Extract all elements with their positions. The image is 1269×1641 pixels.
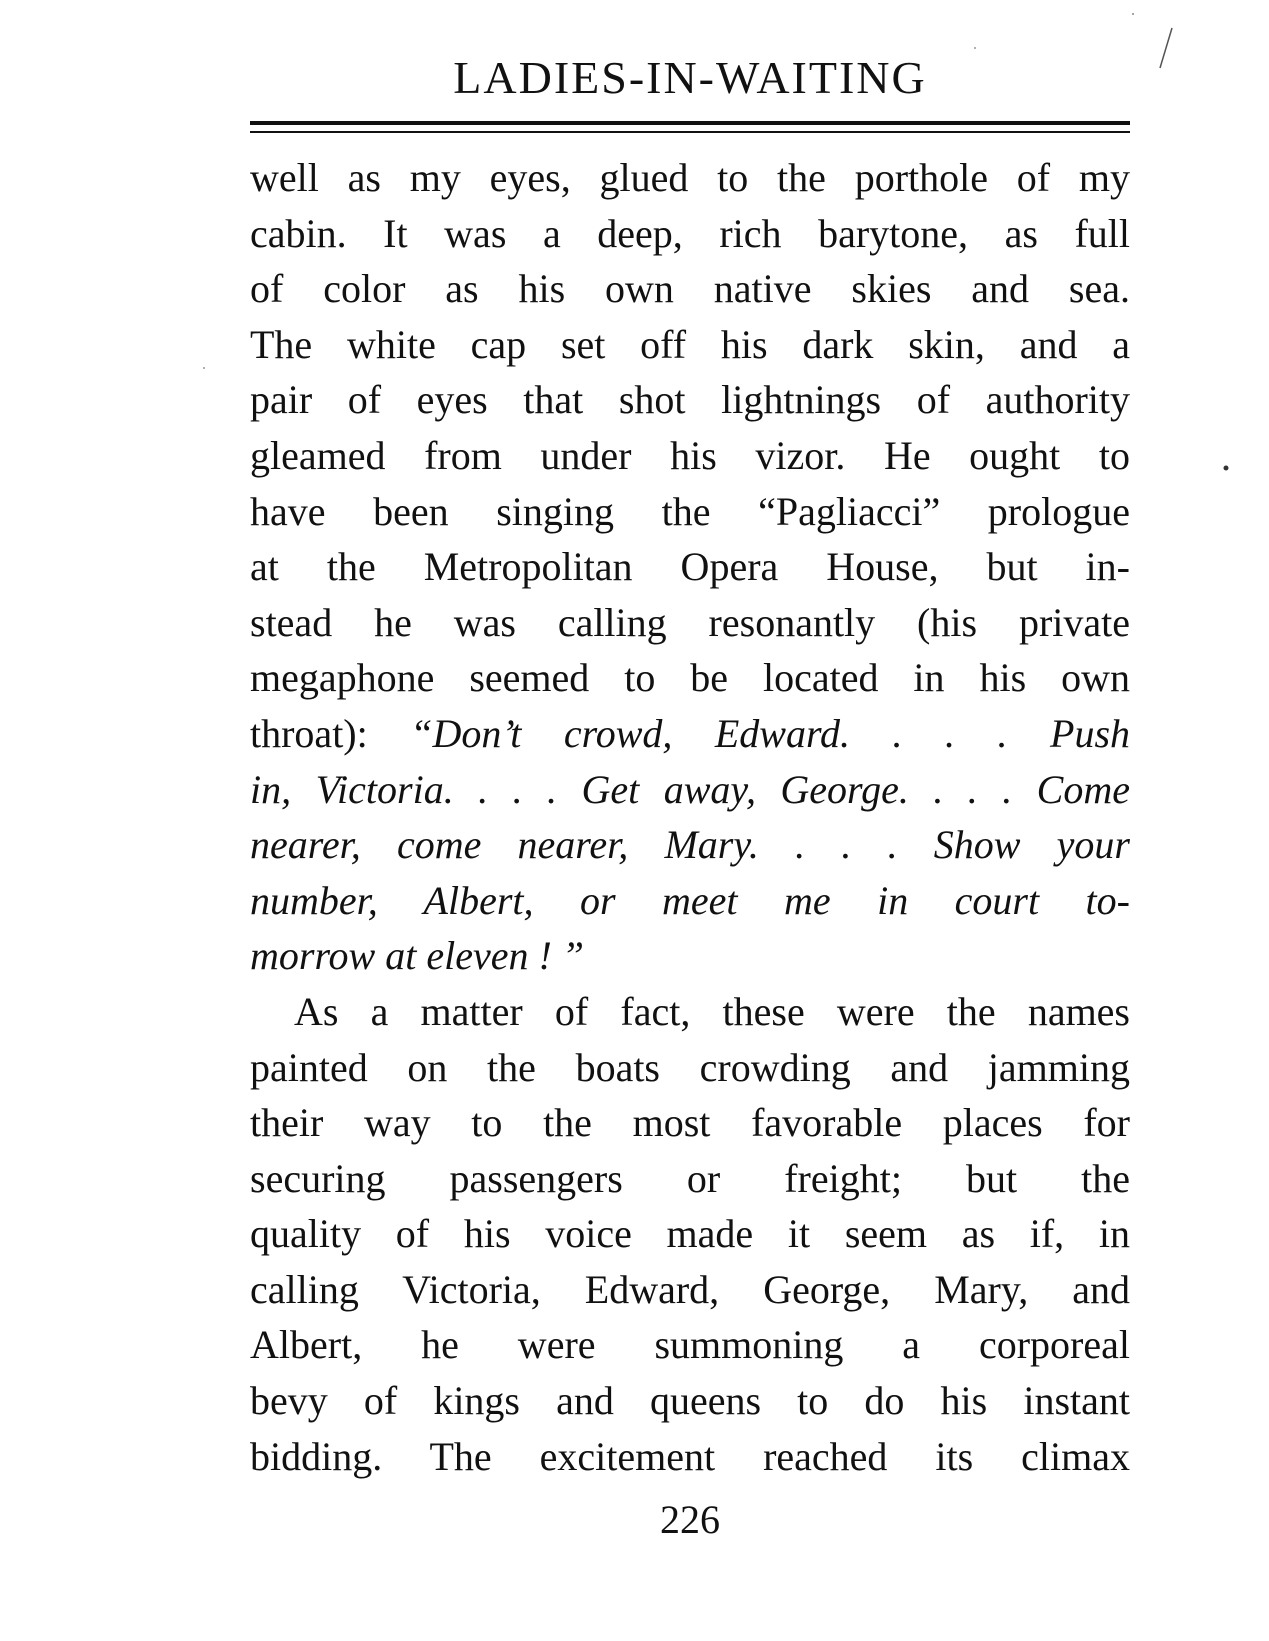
text-line-italic: in, Victoria. . . . Get away, George. . . . Come — [250, 766, 1130, 812]
page-number: 226 — [660, 1497, 720, 1542]
text-line: quality of his voice made it seem as if, in — [250, 1211, 1130, 1257]
text-line: painted on the boats crowding and jamming — [250, 1044, 1130, 1090]
running-head: LADIES-IN-WAITING — [453, 52, 927, 103]
scan-speck — [203, 367, 205, 369]
scan-scratch — [1160, 28, 1172, 68]
text-line-italic: number, Albert, or meet me in court to- — [250, 877, 1130, 923]
text-line: gleamed from under his vizor. He ought to — [250, 432, 1130, 478]
text-line: well as my eyes, glued to the porthole of my — [250, 155, 1130, 200]
paragraph-first-line: As a matter of fact, these were the names — [294, 988, 1130, 1034]
text-line: The white cap set off his dark skin, and a — [250, 321, 1130, 367]
text-line: Albert, he were summoning a corporeal — [250, 1322, 1130, 1368]
text-line: securing passengers or freight; but the — [250, 1155, 1130, 1201]
text-line-italic: nearer, come nearer, Mary. . . . Show your — [250, 822, 1130, 868]
body-text — [250, 150, 1130, 1484]
text-line-mixed — [250, 706, 1130, 762]
text-line-italic-last: morrow at eleven ! ” — [250, 933, 585, 979]
scan-speck — [1132, 13, 1134, 15]
text-line: bidding. The excitement reached its climax — [250, 1433, 1130, 1479]
text-line: of color as his own native skies and sea. — [250, 266, 1130, 312]
text-line: have been singing the “Pagliacci” prologue — [250, 488, 1130, 534]
text-line: stead he was calling resonantly (his private — [250, 599, 1130, 645]
text-line: pair of eyes that shot lightnings of authority — [250, 377, 1130, 423]
header-rule-thick — [250, 121, 1130, 125]
text-line: megaphone seemed to be located in his own — [250, 655, 1130, 701]
scan-speck — [1224, 466, 1229, 471]
text-line: their way to the most favorable places for — [250, 1100, 1130, 1146]
text-line: calling Victoria, Edward, George, Mary, and — [250, 1266, 1130, 1312]
text-line: at the Metropolitan Opera House, but in- — [250, 544, 1130, 590]
text-line: cabin. It was a deep, rich barytone, as full — [250, 210, 1130, 256]
header-rule-thin — [250, 131, 1130, 133]
italic-segment: “Don’t crowd, Edward. . . . Push — [410, 710, 1130, 756]
text-line: bevy of kings and queens to do his instant — [250, 1378, 1130, 1424]
roman-segment: throat): — [250, 710, 411, 756]
